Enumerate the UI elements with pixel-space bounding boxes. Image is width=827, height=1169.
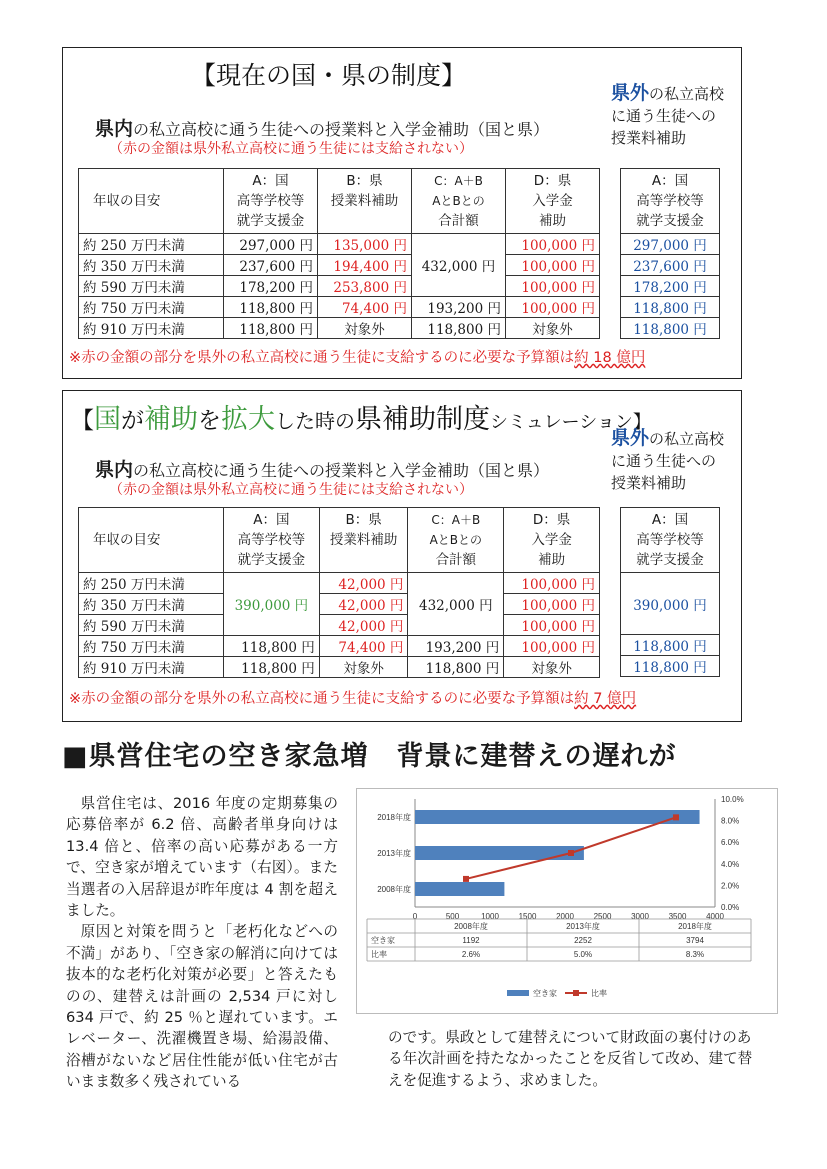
category-label: 2008年度 bbox=[377, 885, 411, 894]
box1-title: 【現在の国・県の制度】 bbox=[191, 61, 467, 90]
cell-d: 100,000 円 bbox=[504, 573, 600, 594]
table-row-label: 空き家 bbox=[371, 936, 395, 945]
category-label: 2018年度 bbox=[377, 813, 411, 822]
table-row bbox=[79, 636, 600, 657]
cell-c-merged: 432,000 円 bbox=[408, 573, 504, 636]
box1-footnote: ※赤の金額の部分を県外の私立高校に通う生徒に支給するのに必要な予算額は約 18 億円 bbox=[69, 350, 646, 366]
simulation-box bbox=[62, 390, 742, 722]
x-tick-label: 4000 bbox=[706, 912, 724, 921]
cell-b: 194,400 円 bbox=[318, 255, 412, 276]
x-tick-label: 1000 bbox=[481, 912, 499, 921]
cell-b: 253,800 円 bbox=[318, 276, 412, 297]
box2-outside-rest2: に通う生徒への bbox=[611, 452, 717, 470]
table-row bbox=[79, 615, 600, 636]
box2-subtitle-bold: 県内 bbox=[95, 459, 134, 481]
table-cell: 2252 bbox=[574, 936, 592, 945]
side-cell: 118,800 円 bbox=[621, 318, 720, 339]
box2-note: （赤の金額は県外私立高校に通う生徒には支給されない） bbox=[109, 482, 473, 498]
cell-d: 100,000 円 bbox=[504, 636, 600, 657]
box1-subtitle bbox=[95, 114, 549, 141]
header-a: A：国 高等学校等 就学支援金 bbox=[224, 508, 320, 573]
box1-note: （赤の金額は県外私立高校に通う生徒には支給されない） bbox=[109, 141, 473, 157]
bar-2018年度 bbox=[415, 810, 700, 824]
row-label: 約 750 万円未満 bbox=[79, 297, 224, 318]
x-tick-label: 2500 bbox=[593, 912, 612, 921]
y2-tick-label: 6.0% bbox=[721, 838, 740, 848]
cell-b: 74,400 円 bbox=[318, 297, 412, 318]
cell-a: 178,200 円 bbox=[224, 276, 318, 297]
chart-svg bbox=[357, 789, 777, 1013]
cell-d: 100,000 円 bbox=[504, 615, 600, 636]
cell-d: 対象外 bbox=[506, 318, 600, 339]
cell-a: 118,800 円 bbox=[224, 657, 320, 678]
cell-d: 100,000 円 bbox=[504, 594, 600, 615]
vacancy-chart bbox=[356, 788, 778, 1014]
box1-subtitle-rest: の私立高校に通う生徒への授業料と入学金補助（国と県） bbox=[133, 120, 550, 139]
header-b: B：県 授業料補助 bbox=[318, 169, 412, 234]
box2-main-table bbox=[78, 507, 600, 678]
cell-b: 74,400 円 bbox=[319, 636, 408, 657]
box2-outside-label bbox=[611, 427, 751, 494]
cell-a: 118,800 円 bbox=[224, 636, 320, 657]
box2-side-table bbox=[620, 507, 720, 677]
y2-tick-label: 2.0% bbox=[721, 881, 740, 891]
box1-side-table bbox=[620, 168, 720, 339]
side-cell: 297,000 円 bbox=[621, 234, 720, 255]
cell-b: 42,000 円 bbox=[319, 615, 408, 636]
cell-d: 100,000 円 bbox=[506, 276, 600, 297]
header-side: A：国 高等学校等 就学支援金 bbox=[621, 508, 720, 573]
table-row bbox=[79, 594, 600, 615]
article-body-left bbox=[66, 793, 338, 1093]
box1-main-table bbox=[78, 168, 600, 339]
table-row bbox=[79, 255, 600, 276]
cell-c-merged: 432,000 円 bbox=[412, 234, 506, 297]
legend-swatch-marker bbox=[573, 990, 579, 996]
row-label: 約 910 万円未満 bbox=[79, 657, 224, 678]
box1-outside-rest1: の私立高校 bbox=[649, 85, 725, 103]
box2-outside-rest1: の私立高校 bbox=[649, 430, 725, 448]
cell-b: 135,000 円 bbox=[318, 234, 412, 255]
header-d: D：県 入学金 補助 bbox=[506, 169, 600, 234]
row-label: 約 590 万円未満 bbox=[79, 276, 224, 297]
ratio-point-2013年度 bbox=[568, 850, 574, 856]
table-row bbox=[79, 318, 600, 339]
box1-outside-label bbox=[611, 82, 751, 149]
y2-tick-label: 0.0% bbox=[721, 903, 740, 912]
cell-a: 297,000 円 bbox=[224, 234, 318, 255]
header-income: 年収の目安 bbox=[79, 169, 224, 234]
x-tick-label: 2000 bbox=[556, 912, 574, 921]
box1-subtitle-bold: 県内 bbox=[95, 118, 134, 140]
box2-outside-bold: 県外 bbox=[611, 427, 650, 449]
table-cell: 3794 bbox=[686, 936, 704, 945]
row-label: 約 590 万円未満 bbox=[79, 615, 224, 636]
table-cell: 8.3% bbox=[685, 950, 705, 959]
cell-c: 118,800 円 bbox=[408, 657, 504, 678]
header-a: A：国 高等学校等 就学支援金 bbox=[224, 169, 318, 234]
row-label: 約 350 万円未満 bbox=[79, 594, 224, 615]
side-cell: 118,800 円 bbox=[621, 297, 720, 318]
cell-d: 100,000 円 bbox=[506, 255, 600, 276]
row-label: 約 910 万円未満 bbox=[79, 318, 224, 339]
table-header: 2008年度 bbox=[454, 922, 488, 931]
bar-2008年度 bbox=[415, 882, 504, 896]
header-c: C：A＋B AとBとの 合計額 bbox=[408, 508, 504, 573]
header-d: D：県 入学金 補助 bbox=[504, 508, 600, 573]
side-cell: 237,600 円 bbox=[621, 255, 720, 276]
side-cell-merged: 390,000 円 bbox=[621, 573, 720, 635]
table-row bbox=[79, 276, 600, 297]
x-tick-label: 1500 bbox=[518, 912, 537, 921]
header-c: C：A＋B AとBとの 合計額 bbox=[412, 169, 506, 234]
table-cell: 2.6% bbox=[461, 950, 481, 959]
table-header: 2018年度 bbox=[678, 922, 712, 931]
cell-c: 118,800 円 bbox=[412, 318, 506, 339]
article-body-right: のです。県政として建替えについて財政面の裏付けのある年次計画を持たなかったことを反省して改め、建て替えを促進するよう、求めました。 bbox=[388, 1029, 753, 1089]
row-label: 約 250 万円未満 bbox=[79, 234, 224, 255]
table-row bbox=[79, 234, 600, 255]
x-tick-label: 3500 bbox=[668, 912, 687, 921]
row-label: 約 750 万円未満 bbox=[79, 636, 224, 657]
current-system-box bbox=[62, 47, 742, 379]
ratio-point-2018年度 bbox=[673, 814, 679, 820]
cell-d: 100,000 円 bbox=[506, 297, 600, 318]
table-header: 2013年度 bbox=[566, 922, 600, 931]
box1-budget-amount: 約 18 億円 bbox=[574, 350, 646, 366]
cell-d: 100,000 円 bbox=[506, 234, 600, 255]
legend-label: 空き家 bbox=[533, 989, 557, 998]
y2-tick-label: 10.0% bbox=[721, 795, 744, 804]
box2-budget-amount: 約 7 億円 bbox=[574, 691, 637, 707]
cell-b: 対象外 bbox=[318, 318, 412, 339]
box2-subtitle-rest: の私立高校に通う生徒への授業料と入学金補助（国と県） bbox=[133, 461, 550, 480]
cell-a: 118,800 円 bbox=[224, 297, 318, 318]
x-tick-label: 0 bbox=[412, 912, 418, 921]
cell-a-merged: 390,000 円 bbox=[224, 573, 320, 636]
y2-tick-label: 8.0% bbox=[721, 816, 740, 826]
box2-title: 【国が補助を拡大した時の県補助制度シミュレーション】 bbox=[71, 404, 651, 435]
cell-a: 118,800 円 bbox=[224, 318, 318, 339]
header-b: B：県 授業料補助 bbox=[319, 508, 408, 573]
box1-outside-rest3: 授業料補助 bbox=[611, 129, 687, 147]
legend-swatch-bar bbox=[507, 990, 529, 996]
bar-2013年度 bbox=[415, 846, 584, 860]
x-tick-label: 3000 bbox=[631, 912, 649, 921]
cell-b: 42,000 円 bbox=[319, 573, 408, 594]
legend-label: 比率 bbox=[591, 989, 607, 998]
box2-footnote: ※赤の金額の部分を県外の私立高校に通う生徒に支給するのに必要な予算額は約 7 億円 bbox=[69, 691, 637, 707]
article-heading: ■県営住宅の空き家急増 背景に建替えの遅れが bbox=[62, 741, 677, 772]
table-row bbox=[79, 573, 600, 594]
cell-a: 237,600 円 bbox=[224, 255, 318, 276]
table-cell: 1192 bbox=[462, 936, 480, 945]
row-label: 約 350 万円未満 bbox=[79, 255, 224, 276]
table-row bbox=[79, 657, 600, 678]
side-cell: 118,800 円 bbox=[621, 635, 720, 656]
box1-outside-bold: 県外 bbox=[611, 82, 650, 104]
box2-subtitle bbox=[95, 455, 549, 482]
article-paragraph-2: 原因と対策を問うと「老朽化などへの不満」があり、「空き家の解消に向けては抜本的な老朽化対策が必要」と答えたものの、建替えは計画の 2,534 戸に対し 634 戸で、約 25 ％と遅れています。エレベーター、洗濯機置き場、給湯設備、浴槽がないなど居住性能が低い住宅が古いまま数多く残されている bbox=[66, 923, 338, 1091]
cell-c: 193,200 円 bbox=[412, 297, 506, 318]
cell-b: 対象外 bbox=[319, 657, 408, 678]
cell-b: 42,000 円 bbox=[319, 594, 408, 615]
header-income: 年収の目安 bbox=[79, 508, 224, 573]
category-label: 2013年度 bbox=[377, 849, 411, 858]
side-cell: 118,800 円 bbox=[621, 656, 720, 677]
cell-d: 対象外 bbox=[504, 657, 600, 678]
side-cell: 178,200 円 bbox=[621, 276, 720, 297]
table-cell: 5.0% bbox=[573, 950, 593, 959]
row-label: 約 250 万円未満 bbox=[79, 573, 224, 594]
y2-tick-label: 4.0% bbox=[721, 859, 740, 869]
table-row bbox=[79, 297, 600, 318]
box2-outside-rest3: 授業料補助 bbox=[611, 474, 687, 492]
x-tick-label: 500 bbox=[445, 912, 460, 921]
header-side: A：国 高等学校等 就学支援金 bbox=[621, 169, 720, 234]
box1-outside-rest2: に通う生徒への bbox=[611, 107, 717, 125]
ratio-point-2008年度 bbox=[463, 876, 469, 882]
cell-c: 193,200 円 bbox=[408, 636, 504, 657]
article-paragraph-1: 県営住宅は、2016 年度の定期募集の応募倍率が 6.2 倍、高齢者単身向けは 13.4 倍と、倍率の高い応募がある一方で、空き家が増えています（右図）。また当選者の入居辞退が昨年度は 4 割を超えました。 bbox=[66, 795, 338, 920]
table-row-label: 比率 bbox=[371, 950, 387, 959]
